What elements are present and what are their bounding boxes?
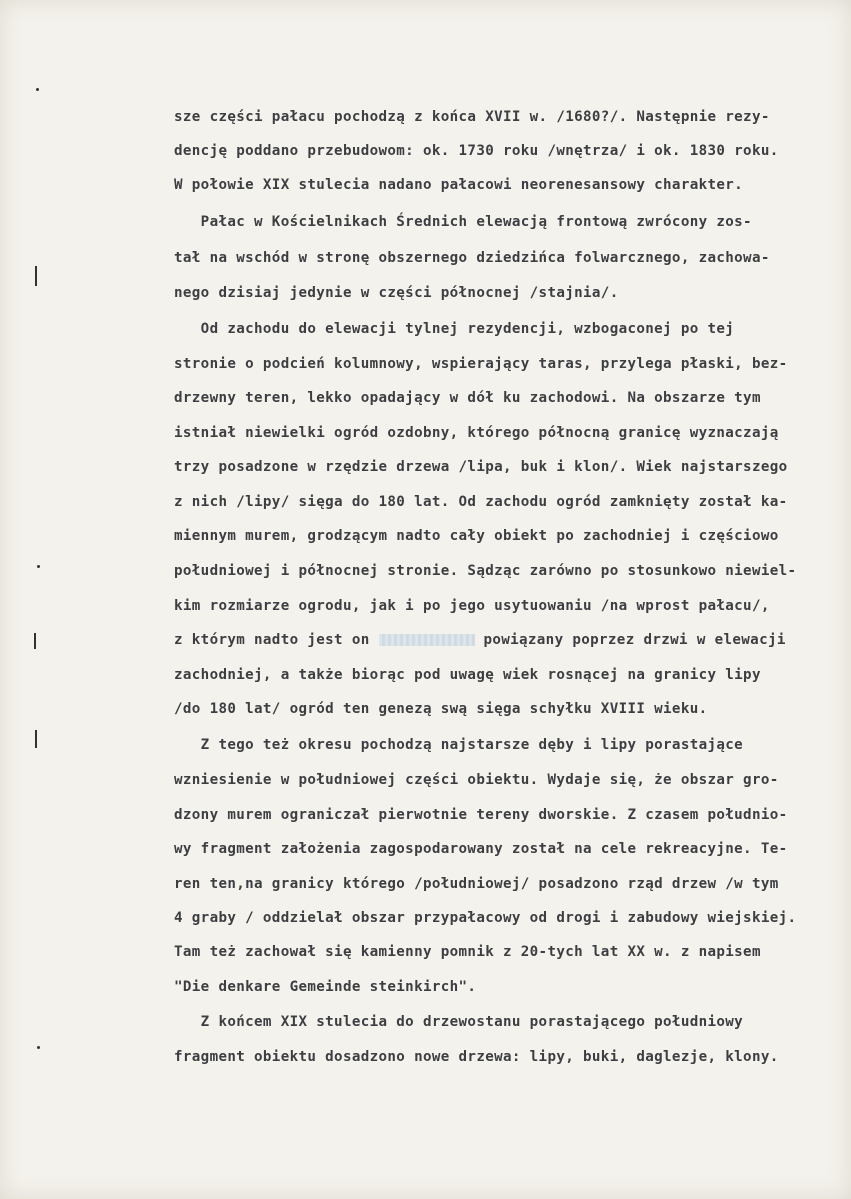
text-line: Z tego też okresu pochodzą najstarsze dęby i lipy porastające: [174, 737, 744, 753]
text-line: Od zachodu do elewacji tylnej rezydencji, wzbogaconej po tej: [174, 321, 735, 337]
text-line: dzony murem ograniczał pierwotnie tereny dworskie. Z czasem południo-: [174, 807, 788, 823]
text-line: istniał niewielki ogród ozdobny, którego północną granicę wyznaczają: [174, 425, 779, 441]
text-line: sze części pałacu pochodzą z końca XVII w. /1680?/. Następnie rezy-: [174, 109, 770, 125]
text-line: fragment obiektu dosadzono nowe drzewa: lipy, buki, daglezje, klony.: [174, 1049, 779, 1065]
text-line: trzy posadzone w rzędzie drzewa /lipa, buk i klon/. Wiek najstarszego: [174, 459, 788, 475]
margin-dot: [36, 88, 39, 91]
margin-tick: [34, 633, 36, 649]
text-line: z nich /lipy/ sięga do 180 lat. Od zachodu ogród zamknięty został ka-: [174, 494, 788, 510]
text-line: kim rozmiarze ogrodu, jak i po jego usytuowaniu /na wprost pałacu/,: [174, 598, 770, 614]
margin-tick: [35, 730, 37, 748]
text-line: zachodniej, a także biorąc pod uwagę wiek rosnącej na granicy lipy: [174, 667, 761, 683]
text-line: drzewny teren, lekko opadający w dół ku zachodowi. Na obszarze tym: [174, 390, 761, 406]
redacted-word: [379, 634, 475, 646]
text-line: wy fragment założenia zagospodarowany został na cele rekreacyjne. Te-: [174, 841, 788, 857]
text-line: Z końcem XIX stulecia do drzewostanu porastającego południowy: [174, 1014, 744, 1030]
text-line: Tam też zachował się kamienny pomnik z 20-tych lat XX w. z napisem: [174, 944, 761, 960]
text-line: ren ten,na granicy którego /południowej/ posadzono rząd drzew /w tym: [174, 876, 779, 892]
text-line: południowej i północnej stronie. Sądząc zarówno po stosunkowo niewiel-: [174, 563, 797, 579]
text-line: /do 180 lat/ ogród ten genezą swą sięga schyłku XVIII wieku.: [174, 701, 708, 717]
text-segment: z którym nadto jest on: [174, 632, 370, 648]
margin-tick: [35, 266, 37, 286]
text-line: wzniesienie w południowej części obiektu. Wydaje się, że obszar gro-: [174, 772, 779, 788]
text-line: Pałac w Kościelnikach Średnich elewacją frontową zwrócony zos-: [174, 214, 752, 230]
margin-dot: [37, 565, 40, 568]
text-line-with-redaction: [174, 631, 786, 649]
margin-dot: [37, 1046, 40, 1049]
text-line: stronie o podcień kolumnowy, wspierający taras, przylega płaski, bez-: [174, 356, 788, 372]
text-line: 4 graby / oddzielał obszar przypałacowy od drogi i zabudowy wiejskiej.: [174, 910, 797, 926]
text-line: "Die denkare Gemeinde steinkirch".: [174, 979, 477, 995]
text-line: miennym murem, grodzącym nadto cały obiekt po zachodniej i częściowo: [174, 528, 779, 544]
text-line: W połowie XIX stulecia nadano pałacowi neorenesansowy charakter.: [174, 177, 744, 193]
text-line: tał na wschód w stronę obszernego dziedzińca folwarcznego, zachowa-: [174, 250, 770, 266]
text-line: nego dzisiaj jedynie w części północnej /stajnia/.: [174, 285, 619, 301]
text-line: dencję poddano przebudowom: ok. 1730 roku /wnętrza/ i ok. 1830 roku.: [174, 143, 779, 159]
text-segment: powiązany poprzez drzwi w elewacji: [483, 632, 786, 648]
